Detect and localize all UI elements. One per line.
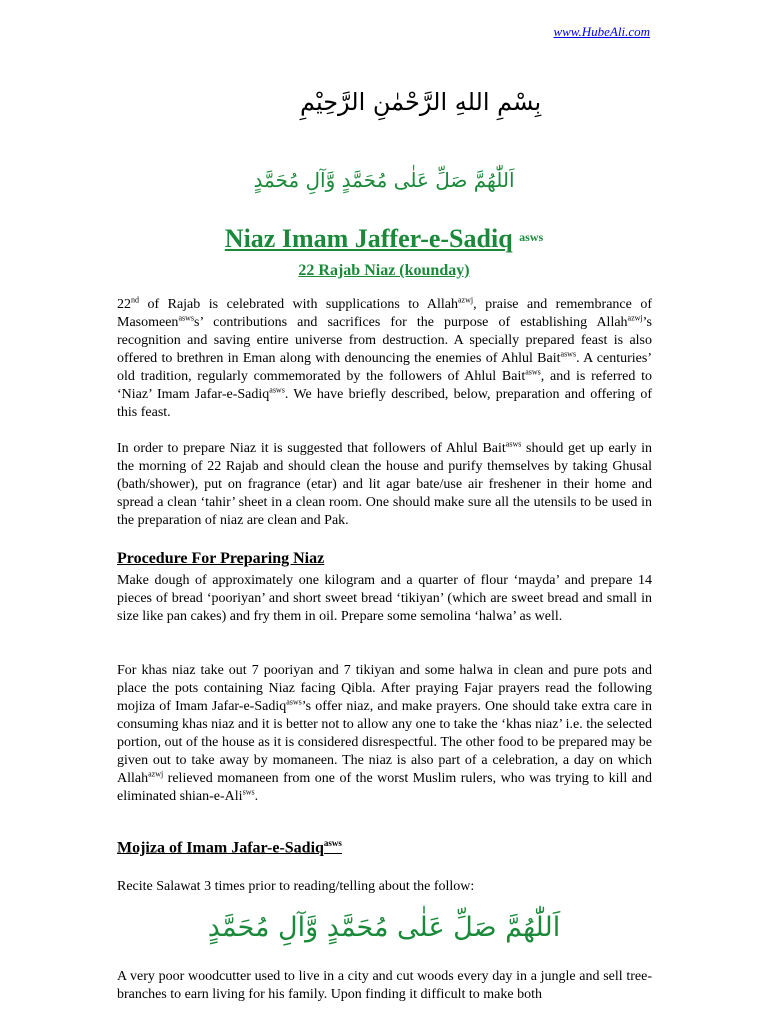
intro-paragraph-1: 22nd of Rajab is celebrated with supplications to Allah$^{azwj}$, praise and remembrance of Masomeen$^{asws}$s’ contributions and sacrifices for the purpose of establishing Allah$^{azwj}$’s recognition and saving entire universe from destruction. A specially prepared feast is also offered to brethren in Eman along with denouncing the enemies of Ahlul Bait$^{asws}$. A centuries’ old tradition, regularly commemorated by the followers of Ahlul Bait$^{asws}$, and is referred to ‘Niaz’ Imam Jafar-e-Sadiq$^{asws}$. We have briefly described, below, preparation and offering of this feast. [117,295,652,420]
mojiza-instruction: Recite Salawat 3 times prior to reading/telling about the follow: [117,879,475,894]
procedure-paragraph-2: For khas niaz take out 7 pooriyan and 7 tikiyan and some halwa in clean and pure pots and place the pots containing Niaz facing Qibla. After praying Fajar prayers read the following mojiza of Imam Jafar-e-Sadiq$^{asws}$’s offer niaz, and make prayers. One should take extra care in consuming khas niaz and it is better not to allow any one to take the ‘khas niaz’ i.e. the selected portion, out of the house as it is considered disrespectful. The other food to be prepared may be given out to take away by momaneen. The niaz is also part of a celebration, a day on which Allah$^{azwj}$ relieved momaneen from one of the worst Muslim rulers, who was trying to kill and eliminated shian-e-Ali$^{sws}$. [117,663,652,804]
procedure-section [117,572,652,626]
mojiza-heading-honorific: asws [323,838,342,848]
salawat-header: اَللّٰهُمَّ صَلِّ عَلٰى مُحَمَّدٍ وَّآلِ مُحَمَّدٍ [253,168,515,192]
site-link[interactable]: www.HubeAli.com [553,24,650,39]
page-subtitle: 22 Rajab Niaz (kounday) [298,262,470,279]
mojiza-instruction-block [117,878,652,896]
procedure-heading: Procedure For Preparing Niaz [117,550,325,567]
intro-section-2 [117,440,652,530]
mojiza-heading [117,838,342,857]
procedure-paragraph-1: Make dough of approximately one kilogram and a quarter of flour ‘mayda’ and prepare 14 pieces of bread ‘pooriyan’ and short sweet bread ‘tikiyan’ (which are sweet bread and small in size like pan cakes) and fry them in oil. Prepare some semolina ‘halwa’ as well. [117,573,652,624]
title-honorific: asws [519,230,544,244]
intro-section [117,296,652,422]
mojiza-heading-text: Mojiza of Imam Jafar-e-Sadiq [117,839,324,857]
intro-paragraph-2: In order to prepare Niaz it is suggested that followers of Ahlul Bait$^{asws}$ should get up early in the morning of 22 Rajab and should clean the house and purify themselves by taking Ghusal (bath/shower), put on fragrance (etar) and lit agar bate/use air freshener in their home and spread a clean ‘tahir’ sheet in a clean room. One should make sure all the utensils to be used in the preparation of niaz are clean and Pak. [117,439,653,528]
bismillah-calligraphy: بِسْمِ اللهِ الرَّحْمٰنِ الرَّحِيْمِ [300,88,542,116]
story-section [117,968,652,1004]
story-paragraph: A very poor woodcutter used to live in a city and cut woods every day in a jungle and sell tree-branches to earn living for his family. Upon finding it difficult to make both [117,969,652,1002]
page-title [0,224,768,254]
salawat-body: اَللّٰهُمَّ صَلِّ عَلٰى مُحَمَّدٍ وَّآلِ مُحَمَّدٍ [207,912,561,943]
procedure-section-2 [117,662,652,806]
title-text: Niaz Imam Jaffer-e-Sadiq [224,224,513,253]
